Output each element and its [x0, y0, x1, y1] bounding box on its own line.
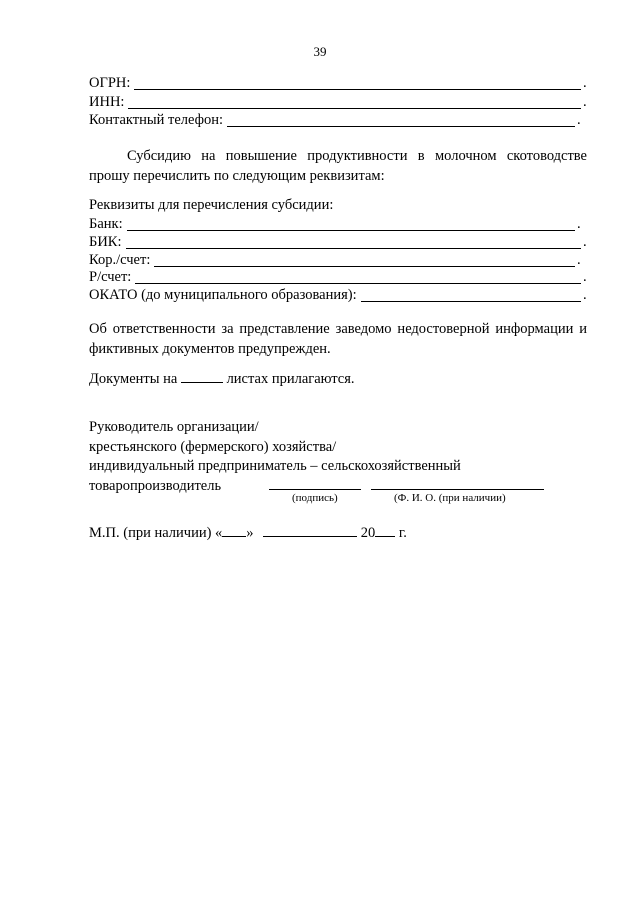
signature-caption: (подпись) — [292, 492, 338, 504]
stamp-date-line — [89, 523, 587, 544]
okato-label: ОКАТО (до муниципального образования): — [89, 287, 357, 303]
okato-field[interactable]: ОКАТО (до муниципального образования): . — [89, 287, 587, 303]
responsibility-paragraph — [89, 320, 587, 359]
full-name-line[interactable] — [371, 488, 544, 490]
rs-label: Р/счет: — [89, 269, 132, 285]
request-paragraph — [89, 147, 587, 186]
phone-field[interactable]: Контактный телефон: . — [89, 112, 581, 128]
signer-line-3: индивидуальный предприниматель – сельскохозяйственный — [89, 458, 461, 474]
kor-label: Кор./счет: — [89, 252, 151, 268]
documents-line — [89, 369, 587, 390]
rs-line — [135, 270, 581, 284]
full-name-caption: (Ф. И. О. (при наличии) — [394, 492, 506, 504]
responsibility-line-1: Об ответственности за представление заведомо недостоверной информации и — [89, 321, 587, 337]
signer-line-1: Руководитель организации/ — [89, 419, 259, 435]
signature-line[interactable] — [269, 488, 361, 490]
stamp-prefix: М.П. (при наличии) « — [89, 525, 223, 541]
bank-field[interactable]: Банк: . — [89, 216, 581, 232]
ogrn-label: ОГРН: — [89, 75, 131, 91]
bik-label: БИК: — [89, 234, 122, 250]
request-line-2: прошу перечислить по следующим реквизитам: — [89, 167, 385, 184]
signer-line-4: товаропроизводитель — [89, 477, 222, 494]
year-suffix: г. — [398, 525, 407, 541]
kor-field[interactable]: Кор./счет: . — [89, 252, 581, 268]
ogrn-field[interactable]: ОГРН: . — [89, 75, 587, 91]
phone-label: Контактный телефон: — [89, 112, 224, 128]
request-line-1: Субсидию на повышение продуктивности в молочном скотоводстве — [127, 148, 587, 164]
ogrn-line — [134, 76, 581, 90]
bik-line — [126, 235, 582, 249]
kor-line — [154, 253, 575, 267]
requisites-heading: Реквизиты для перечисления субсидии: — [89, 197, 334, 213]
documents-prefix: Документы на — [89, 371, 178, 387]
signer-line-2: крестьянского (фермерского) хозяйства/ — [89, 438, 337, 455]
inn-field[interactable]: ИНН: . — [89, 94, 587, 110]
responsibility-line-2: фиктивных документов предупрежден. — [89, 340, 331, 357]
page-number: 39 — [313, 44, 327, 59]
phone-line — [227, 113, 575, 127]
inn-line — [128, 95, 581, 109]
bank-line — [127, 217, 575, 231]
bik-field[interactable]: БИК: . — [89, 234, 587, 250]
inn-label: ИНН: — [89, 94, 125, 110]
documents-suffix: листах прилагаются. — [226, 371, 355, 387]
okato-line — [361, 288, 581, 302]
year-prefix: 20 — [360, 525, 376, 541]
month-blank[interactable] — [263, 523, 357, 537]
rs-field[interactable]: Р/счет: . — [89, 269, 587, 285]
bank-label: Банк: — [89, 216, 123, 232]
quote-close: » — [246, 525, 254, 541]
documents-count-blank[interactable] — [181, 369, 223, 383]
year-blank[interactable] — [375, 523, 395, 537]
day-blank[interactable] — [222, 523, 246, 537]
signer-block — [89, 418, 587, 496]
